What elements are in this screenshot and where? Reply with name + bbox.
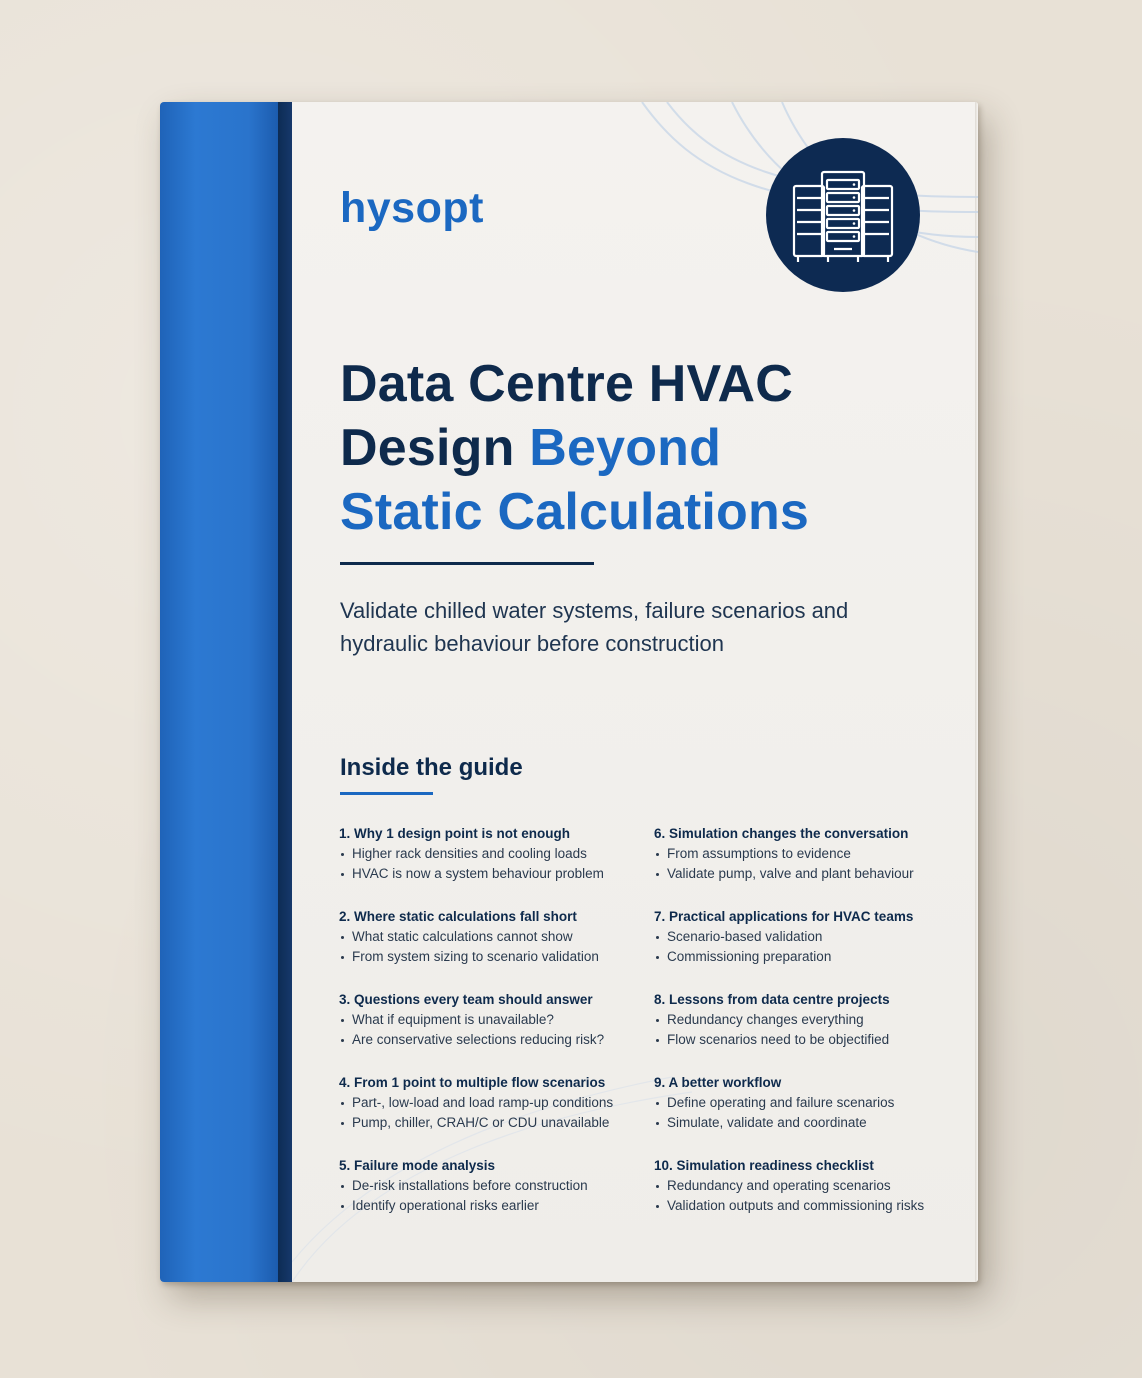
section-title: 9. A better workflow [654, 1075, 782, 1090]
list-item: Higher rack densities and cooling loads [339, 844, 639, 864]
list-item: Redundancy changes everything [654, 1010, 964, 1030]
contents-section [654, 907, 964, 990]
title-line-2-dark: Design [340, 419, 530, 477]
list-item: Simulate, validate and coordinate [654, 1113, 964, 1133]
contents-section [339, 824, 639, 907]
contents-section [339, 907, 639, 990]
list-item: Are conservative selections reducing risk? [339, 1030, 639, 1050]
section-title: 4. From 1 point to multiple flow scenarios [339, 1075, 606, 1090]
book-spine [160, 102, 278, 1282]
title-line-2-accent: Beyond [529, 419, 722, 477]
contents-section [339, 990, 639, 1073]
list-item: Scenario-based validation [654, 927, 964, 947]
contents-column-right [654, 824, 964, 1239]
list-item: What static calculations cannot show [339, 927, 639, 947]
book-title [340, 352, 900, 544]
list-item: Commissioning preparation [654, 947, 964, 967]
section-title: 3. Questions every team should answer [339, 992, 593, 1007]
list-item: Flow scenarios need to be objectified [654, 1030, 964, 1050]
server-badge [766, 138, 920, 292]
book-subtitle: Validate chilled water systems, failure scenarios and hydraulic behaviour before construction [340, 598, 849, 656]
contents-section [339, 1156, 639, 1239]
section-title: 1. Why 1 design point is not enough [339, 826, 570, 841]
inside-heading-underline [340, 792, 433, 795]
list-item: De-risk installations before construction [339, 1176, 639, 1196]
list-item: From system sizing to scenario validation [339, 947, 639, 967]
list-item: Define operating and failure scenarios [654, 1093, 964, 1113]
contents-section [654, 824, 964, 907]
server-rack-icon [766, 138, 920, 292]
list-item: Validation outputs and commissioning risks [654, 1196, 964, 1216]
book [160, 102, 978, 1282]
spine-edge [278, 102, 292, 1282]
section-title: 6. Simulation changes the conversation [654, 826, 909, 841]
inside-guide-heading: Inside the guide [340, 754, 523, 781]
contents-section [654, 1073, 964, 1156]
list-item: From assumptions to evidence [654, 844, 964, 864]
contents-section [654, 990, 964, 1073]
title-line-1: Data Centre HVAC [340, 355, 793, 413]
section-title: 5. Failure mode analysis [339, 1158, 496, 1173]
list-item: Validate pump, valve and plant behaviour [654, 864, 964, 884]
section-title: 2. Where static calculations fall short [339, 909, 577, 924]
list-item: Pump, chiller, CRAH/C or CDU unavailable [339, 1113, 639, 1133]
list-item: What if equipment is unavailable? [339, 1010, 639, 1030]
list-item: Part-, low-load and load ramp-up conditions [339, 1093, 639, 1113]
contents-section [654, 1156, 964, 1239]
list-item: Identify operational risks earlier [339, 1196, 639, 1216]
section-title: 7. Practical applications for HVAC teams [654, 909, 914, 924]
page-edge [975, 102, 978, 1282]
list-item: HVAC is now a system behaviour problem [339, 864, 639, 884]
contents-column-left [339, 824, 639, 1239]
title-line-3: Static Calculations [340, 483, 810, 541]
section-title: 8. Lessons from data centre projects [654, 992, 890, 1007]
list-item: Redundancy and operating scenarios [654, 1176, 964, 1196]
section-title: 10. Simulation readiness checklist [654, 1158, 874, 1173]
brand-logo: hysopt [340, 184, 484, 232]
contents-section [339, 1073, 639, 1156]
title-divider [340, 562, 594, 565]
